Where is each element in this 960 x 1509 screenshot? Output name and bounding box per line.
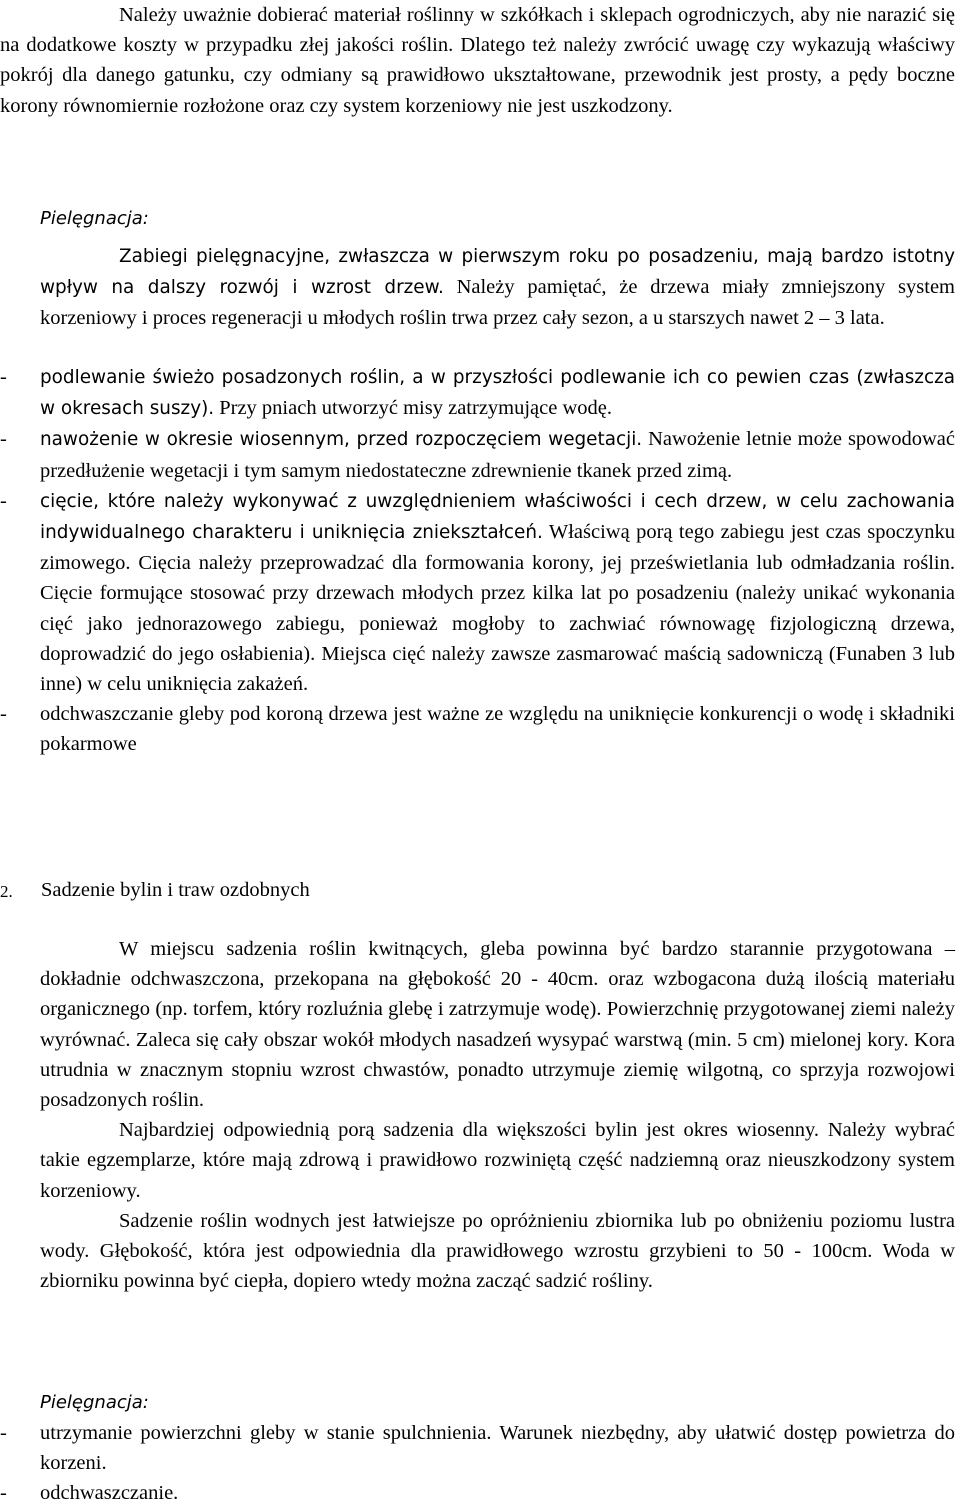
list-item-sans: podlewanie świeżo posadzonych roślin, a w przyszłości podlewanie ich co pewien czas (zwłaszcza w okresach suszy). bbox=[40, 367, 955, 420]
care-intro-paragraph bbox=[40, 241, 955, 334]
care-list bbox=[0, 1418, 955, 1509]
intro-section bbox=[0, 0, 955, 121]
list-item-sans: nawożenie w okresie wiosennym, przed rozpoczęciem wegetacji. bbox=[40, 429, 643, 451]
list-item-serif: Właściwą porą tego zabiegu jest czas spoczynku zimowego. Cięcia należy przeprowadzać dla formowania korony, jej prześwietlania lub odmładzania roślin. Cięcie formujące stosować przy drzewach młodych przez kilka lat po posadzeniu (należy unikać wykonania cięć jako jednorazowego zabiegu, ponieważ mogłoby to zachwiać równowagę fizjologiczną drzewa, doprowadzić do jego osłabienia). Miejsca cięć należy zawsze zasmarować maścią sadowniczą (Funaben 3 lub inne) w celu uniknięcia zakażeń. bbox=[40, 521, 955, 696]
list-dash: - bbox=[0, 366, 7, 388]
list-dash: - bbox=[0, 703, 7, 726]
list-dash: - bbox=[0, 1482, 7, 1505]
list-dash: - bbox=[0, 489, 7, 512]
section-number: 2. bbox=[0, 882, 13, 901]
section-title: Sadzenie bylin i traw ozdobnych bbox=[41, 879, 310, 901]
list-item-text: odchwaszczanie. bbox=[40, 1482, 179, 1505]
care-intro bbox=[40, 241, 955, 334]
care-section-trees bbox=[40, 204, 955, 234]
list-item-text bbox=[40, 424, 955, 485]
care-list-perennials bbox=[0, 1418, 955, 1509]
list-item-loosening bbox=[0, 1418, 955, 1478]
list-item-serif: Przy pniach utworzyć misy zatrzymujące wodę. bbox=[214, 397, 613, 420]
care-intro-sans: Zabiegi pielęgnacyjne, zwłaszcza w pierwszym roku po posadzeniu, mają bardzo istotny wpływ na dalszy rozwój i wzrost drzew. bbox=[40, 246, 955, 299]
care-heading: Pielęgnacja: bbox=[40, 208, 149, 229]
list-item-text bbox=[40, 486, 955, 699]
list-dash: - bbox=[0, 428, 7, 451]
list-item-watering bbox=[0, 362, 955, 424]
care-section-perennials bbox=[40, 1388, 955, 1418]
section2-body bbox=[40, 934, 955, 1296]
care-list-trees bbox=[0, 362, 955, 760]
care-intro-serif: Należy pamiętać, że drzewa miały zmniejszony system korzeniowy i proces regeneracji u młodych roślin trwa przez cały sezon, a u starszych nawet 2 – 3 lata. bbox=[40, 276, 955, 330]
list-item-text bbox=[40, 699, 955, 759]
list-item-pruning bbox=[0, 486, 955, 699]
section2-paragraph: W miejscu sadzenia roślin kwitnących, gleba powinna być bardzo starannie przygotowana – dokładnie odchwaszczona, przekopana na głębokość 20 - 40cm. oraz wzbogacona dużą ilością materiału organicznego (np. torfem, który rozluźnia glebę i zatrzymuje wodę). Powierzchnię przygotowanej ziemi należy wyrównać. Zaleca się cały obszar wokół młodych nasadzeń wysypać warstwą (min. 5 cm) mielonej kory. Kora utrudnia w znacznym stopniu wzrost chwastów, ponadto utrzymuje ziemię wilgotną, co sprzyja rozwojowi posadzonych roślin. bbox=[40, 938, 955, 1112]
intro-paragraph: Należy uważnie dobierać materiał roślinny w szkółkach i sklepach ogrodniczych, aby nie narazić się na dodatkowe koszty w przypadku złej jakości roślin. Dlatego też należy zwrócić uwagę czy wykazują właściwy pokrój dla danego gatunku, czy odmiany są prawidłowo ukształtowane, przewodnik jest prosty, a pędy boczne korony równomiernie rozłożone oraz czy system korzeniowy nie jest uszkodzony. bbox=[0, 4, 955, 117]
list-item-text: utrzymanie powierzchni gleby w stanie spulchnienia. Warunek niezbędny, aby ułatwić dostęp powietrza do korzeni. bbox=[40, 1422, 955, 1475]
list-dash: - bbox=[0, 1422, 7, 1444]
care-heading: Pielęgnacja: bbox=[40, 1392, 149, 1413]
list-item-serif: odchwaszczanie gleby pod koroną drzewa jest ważne ze względu na uniknięcie konkurencji o wodę i składniki pokarmowe bbox=[40, 703, 955, 756]
care-list bbox=[0, 362, 955, 760]
list-item-fertilizing bbox=[0, 424, 955, 485]
list-item-text bbox=[40, 362, 955, 424]
list-item-weeding bbox=[0, 1478, 955, 1508]
list-item-serif: Nawożenie letnie może spowodować przedłużenie wegetacji i tym samym niedostateczne zdrewnienie tkanek przed zimą. bbox=[40, 428, 955, 482]
section2-paragraph: Najbardziej odpowiednią porą sadzenia dla większości bylin jest okres wiosenny. Należy wybrać takie egzemplarze, które mają zdrową i prawidłowo rozwiniętą część nadziemną oraz nieuszkodzony system korzeniowy. bbox=[40, 1119, 955, 1202]
section2-paragraph: Sadzenie roślin wodnych jest łatwiejsze po opróżnieniu zbiornika lub po obniżeniu poziomu lustra wody. Głębokość, która jest odpowiednia dla prawidłowego wzrostu grzybieni to 50 - 100cm. Woda w zbiorniku powinna być ciepła, dopiero wtedy można zacząć sadzić rośliny. bbox=[40, 1209, 955, 1293]
list-item-weeding bbox=[0, 699, 955, 759]
list-item-sans: cięcie, które należy wykonywać z uwzględnieniem właściwości i cech drzew, w celu zachowania indywidualnego charakteru i uniknięcia zniekształceń. bbox=[40, 490, 955, 544]
